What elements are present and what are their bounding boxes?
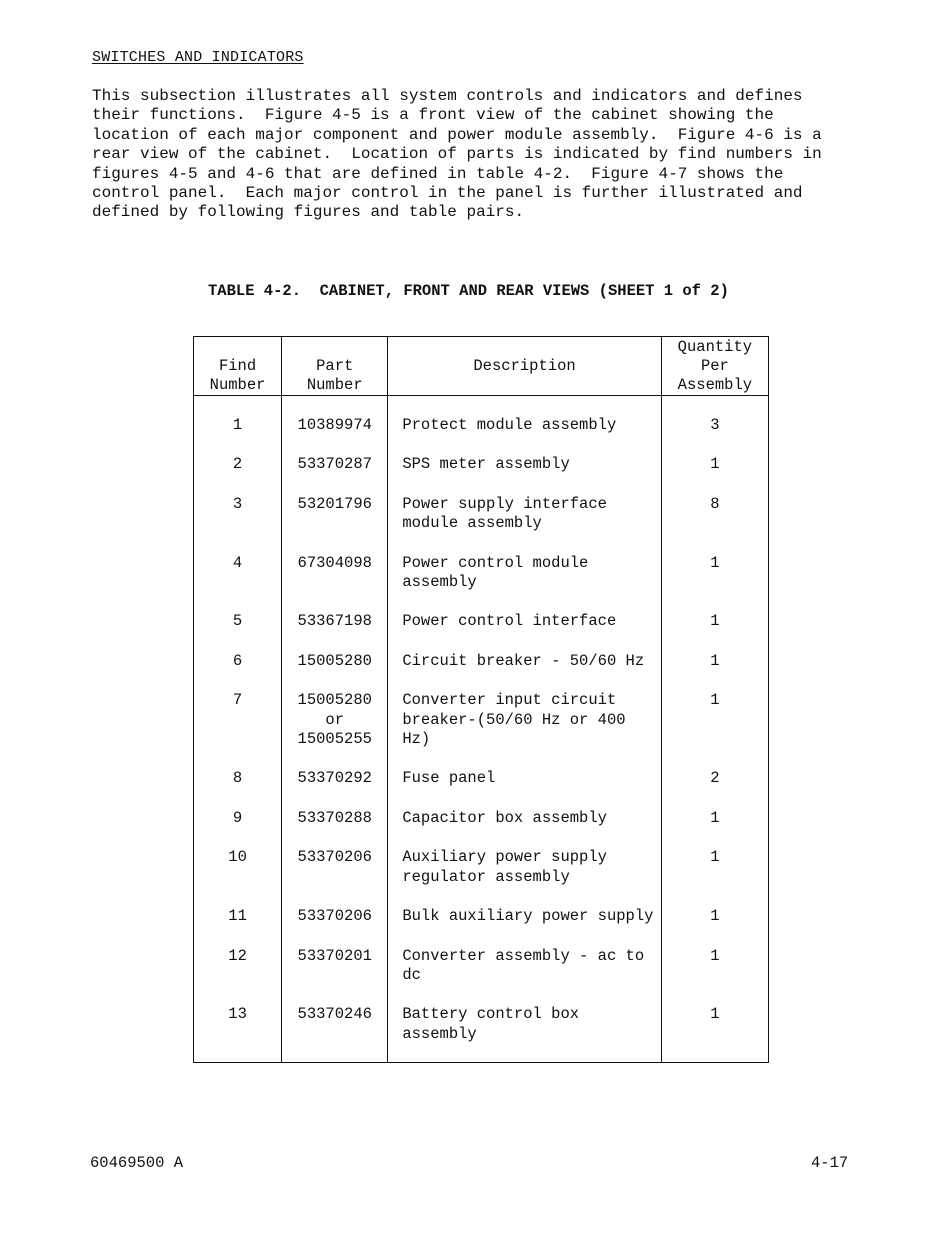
quantity-cell: 1 <box>661 985 768 1062</box>
table-title: TABLE 4-2. CABINET, FRONT AND REAR VIEWS (SHEET 1 of 2) <box>208 282 729 300</box>
description-cell: Protect module assembly <box>388 396 661 436</box>
quantity-cell: 3 <box>661 396 768 436</box>
description-cell: Capacitor box assembly <box>388 789 661 828</box>
description-cell: Auxiliary power supply regulator assembly <box>388 828 661 887</box>
quantity-cell: 1 <box>661 435 768 474</box>
table-body <box>194 396 769 1063</box>
table-row <box>194 887 769 926</box>
part-number-cell: 53370292 <box>282 749 388 788</box>
find-number-cell: 9 <box>194 789 282 828</box>
find-number-cell: 1 <box>194 396 282 436</box>
part-number-cell: 15005280 <box>282 632 388 671</box>
find-number-cell: 13 <box>194 985 282 1062</box>
quantity-cell: 1 <box>661 887 768 926</box>
paragraph-line: their functions. Figure 4-5 is a front view of the cabinet showing the <box>92 106 774 125</box>
description-cell: Power supply interface module assembly <box>388 475 661 534</box>
header-quantity-per-assembly: Quantity Per Assembly <box>661 337 768 396</box>
find-number-cell: 7 <box>194 671 282 749</box>
quantity-cell: 2 <box>661 749 768 788</box>
description-cell: Circuit breaker - 50/60 Hz <box>388 632 661 671</box>
quantity-cell: 1 <box>661 927 768 986</box>
find-number-cell: 11 <box>194 887 282 926</box>
part-number-cell: 15005280 or 15005255 <box>282 671 388 749</box>
paragraph-line: rear view of the cabinet. Location of parts is indicated by find numbers in <box>92 145 822 164</box>
table-row <box>194 671 769 749</box>
table-row <box>194 475 769 534</box>
parts-table-container <box>193 336 769 1063</box>
description-cell: Power control interface <box>388 592 661 631</box>
quantity-cell: 1 <box>661 671 768 749</box>
paragraph-line: figures 4-5 and 4-6 that are defined in table 4-2. Figure 4-7 shows the <box>92 164 784 183</box>
section-heading: SWITCHES AND INDICATORS <box>92 49 304 66</box>
part-number-cell: 53370206 <box>282 828 388 887</box>
table-row <box>194 396 769 436</box>
part-number-cell: 53370246 <box>282 985 388 1062</box>
page-number: 4-17 <box>811 1154 849 1172</box>
description-cell: Power control module assembly <box>388 534 661 593</box>
parts-table <box>193 336 769 1063</box>
table-row <box>194 927 769 986</box>
find-number-cell: 8 <box>194 749 282 788</box>
quantity-cell: 1 <box>661 828 768 887</box>
part-number-cell: 53370287 <box>282 435 388 474</box>
intro-paragraph <box>92 87 852 223</box>
quantity-cell: 8 <box>661 475 768 534</box>
description-cell: SPS meter assembly <box>388 435 661 474</box>
table-header-row <box>194 337 769 396</box>
description-cell: Fuse panel <box>388 749 661 788</box>
document-number: 60469500 A <box>90 1154 184 1172</box>
table-row <box>194 435 769 474</box>
paragraph-line: location of each major component and power module assembly. Figure 4-6 is a <box>92 125 822 144</box>
part-number-cell: 53370206 <box>282 887 388 926</box>
part-number-cell: 53201796 <box>282 475 388 534</box>
part-number-cell: 53370201 <box>282 927 388 986</box>
table-row <box>194 749 769 788</box>
find-number-cell: 6 <box>194 632 282 671</box>
quantity-cell: 1 <box>661 789 768 828</box>
part-number-cell: 53370288 <box>282 789 388 828</box>
description-cell: Converter assembly - ac to dc <box>388 927 661 986</box>
find-number-cell: 12 <box>194 927 282 986</box>
table-row <box>194 534 769 593</box>
paragraph-line: This subsection illustrates all system controls and indicators and defines <box>92 87 803 105</box>
table-row <box>194 632 769 671</box>
find-number-cell: 5 <box>194 592 282 631</box>
table-row <box>194 592 769 631</box>
find-number-cell: 4 <box>194 534 282 593</box>
part-number-cell: 67304098 <box>282 534 388 593</box>
table-row <box>194 985 769 1062</box>
description-cell: Bulk auxiliary power supply <box>388 887 661 926</box>
description-cell: Battery control box assembly <box>388 985 661 1062</box>
description-cell: Converter input circuit breaker-(50/60 Hz or 400 Hz) <box>388 671 661 749</box>
find-number-cell: 10 <box>194 828 282 887</box>
quantity-cell: 1 <box>661 534 768 593</box>
header-description: Description <box>388 337 661 396</box>
paragraph-line: defined by following figures and table pairs. <box>92 203 525 222</box>
header-part-number: Part Number <box>282 337 388 396</box>
find-number-cell: 3 <box>194 475 282 534</box>
part-number-cell: 10389974 <box>282 396 388 436</box>
quantity-cell: 1 <box>661 632 768 671</box>
quantity-cell: 1 <box>661 592 768 631</box>
find-number-cell: 2 <box>194 435 282 474</box>
part-number-cell: 53367198 <box>282 592 388 631</box>
paragraph-line: control panel. Each major control in the panel is further illustrated and <box>92 184 803 203</box>
table-row <box>194 789 769 828</box>
table-row <box>194 828 769 887</box>
header-find-number: Find Number <box>194 337 282 396</box>
